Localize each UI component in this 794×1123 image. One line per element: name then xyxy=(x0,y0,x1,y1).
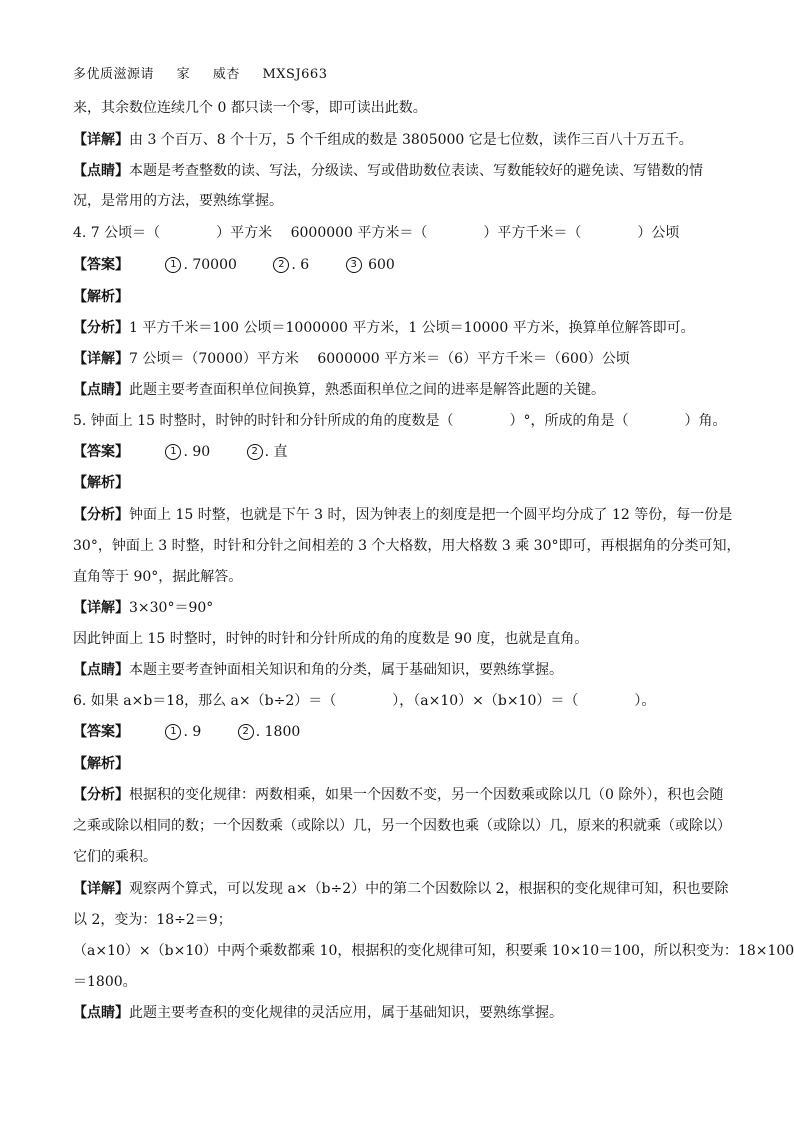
answer-value: 90 xyxy=(192,444,211,460)
q3-point-line2: 况，是常用的方法，要熟练掌握。 xyxy=(73,193,283,209)
detail-tag: 【详解】 xyxy=(73,351,129,367)
fenxi-text: 1 平方千米＝100 公顷＝1000000 平方米，1 公顷＝10000 平方米，换算单位解答即可。 xyxy=(129,320,695,336)
q6-detail-line2: 以 2，变为：18÷2＝9； xyxy=(73,912,232,928)
q4-detail xyxy=(73,350,744,368)
answer-item: 1 . 70000 xyxy=(165,256,236,274)
answer-value: 1800 xyxy=(264,724,301,740)
q5-answer xyxy=(73,443,744,461)
detail-tag: 【详解】 xyxy=(73,881,129,897)
answer-value: 70000 xyxy=(192,257,237,273)
answer-tag: 【答案】 xyxy=(73,444,129,460)
q5-detail xyxy=(73,599,744,617)
point-tag: 【点睛】 xyxy=(73,662,129,678)
q5-fenxi-line3: 直角等于 90°，据此解答。 xyxy=(73,569,243,585)
q5-fenxi xyxy=(73,506,744,524)
q3-continuation: 来，其余数位连续几个 0 都只读一个零，即可读出此数。 xyxy=(73,100,427,116)
answer-item: 1 . 90 xyxy=(165,443,210,461)
circled-number: 1 xyxy=(165,444,181,460)
circled-number: 3 xyxy=(346,257,362,273)
circled-number: 2 xyxy=(247,444,263,460)
answer-value: 600 xyxy=(368,257,395,273)
q5-analysis-tag: 【解析】 xyxy=(73,475,129,491)
q6-detail xyxy=(73,880,744,898)
answer-value: 6 xyxy=(300,257,310,273)
q6-point xyxy=(73,1004,744,1022)
detail-text: 3×30°＝90° xyxy=(129,600,214,616)
q5-question: 5. 钟面上 15 时整时，时钟的时针和分针所成的角的度数是（ ）°，所成的角是（ ）角。 xyxy=(73,413,727,429)
q4-question: 4. 7 公顷＝（ ）平方米 6000000 平方米＝（ ）平方千米＝（ ）公顷 xyxy=(73,225,680,241)
detail-text: 由 3 个百万、8 个十万，5 个千组成的数是 3805000 它是七位数，读作三百八十万五千。 xyxy=(129,132,693,148)
circled-number: 1 xyxy=(165,724,181,740)
q4-fenxi xyxy=(73,319,744,337)
q6-detail-line3: （a×10）×（b×10）中两个乘数都乘 10，根据积的变化规律可知，积要乘 10×10＝100，所以积变为：18×100 xyxy=(73,943,794,959)
point-text: 本题是考查整数的读、写法，分级读、写或借助数位表读、写数能较好的避免读、写错数的情 xyxy=(129,163,703,179)
answer-value: 9 xyxy=(192,724,202,740)
q4-answer xyxy=(73,256,744,274)
answer-tag: 【答案】 xyxy=(73,257,129,273)
q6-answer xyxy=(73,723,744,741)
detail-text: 7 公顷＝（70000）平方米 6000000 平方米＝（6）平方千米＝（600）公顷 xyxy=(129,351,630,367)
q5-point xyxy=(73,661,744,679)
q6-fenxi xyxy=(73,786,744,804)
fenxi-tag: 【分析】 xyxy=(73,787,129,803)
answer-value: 直 xyxy=(273,444,288,460)
answer-tag: 【答案】 xyxy=(73,724,129,740)
answer-item: 1 . 9 xyxy=(165,723,201,741)
q5-fenxi-line2: 30°，钟面上 3 时整，时针和分针之间相差的 3 个大格数，用大格数 3 乘 30°即可，再根据角的分类可知， xyxy=(73,538,741,554)
detail-text: 观察两个算式，可以发现 a×（b÷2）中的第二个因数除以 2，根据积的变化规律可知，积也要除 xyxy=(129,881,729,897)
header-code: MXSJ663 xyxy=(262,67,328,82)
q3-detail xyxy=(73,131,744,149)
answer-item: 2 . 直 xyxy=(247,443,288,461)
q6-fenxi-line2: 之乘或除以相同的数；一个因数乘（或除以）几，另一个因数也乘（或除以）几，原来的积就乘（或除以） xyxy=(73,818,731,834)
point-tag: 【点睛】 xyxy=(73,163,129,179)
header-mid2: 威杏 xyxy=(212,67,240,82)
circled-number: 1 xyxy=(165,257,181,273)
answer-item: 2 . 1800 xyxy=(238,723,301,741)
q4-analysis-tag: 【解析】 xyxy=(73,289,129,305)
circled-number: 2 xyxy=(238,724,254,740)
q6-detail-line4: ＝1800。 xyxy=(73,974,137,990)
header-left: 多优质滋源请 xyxy=(73,67,155,82)
fenxi-tag: 【分析】 xyxy=(73,320,129,336)
q6-question: 6. 如果 a×b＝18，那么 a×（b÷2）＝（ ），（a×10）×（b×10）＝（ ）。 xyxy=(73,693,656,709)
circled-number: 2 xyxy=(273,257,289,273)
header-mid1: 家 xyxy=(176,67,191,82)
q5-detail-line2: 因此钟面上 15 时整时，时钟的时针和分针所成的角的度数是 90 度，也就是直角。 xyxy=(73,631,589,647)
detail-tag: 【详解】 xyxy=(73,600,129,616)
point-text: 本题主要考查钟面相关知识和角的分类，属于基础知识，要熟练掌握。 xyxy=(129,662,563,678)
q3-point xyxy=(73,162,744,180)
page-header xyxy=(73,66,744,84)
fenxi-text: 根据积的变化规律：两数相乘，如果一个因数不变，另一个因数乘或除以几（0 除外），积也会随 xyxy=(129,787,724,803)
point-text: 此题主要考查面积单位间换算，熟悉面积单位之间的进率是解答此题的关键。 xyxy=(129,382,605,398)
answer-item: 2 . 6 xyxy=(273,256,309,274)
fenxi-tag: 【分析】 xyxy=(73,507,129,523)
answer-item xyxy=(346,256,395,274)
detail-tag: 【详解】 xyxy=(73,132,129,148)
point-text: 此题主要考查积的变化规律的灵活应用，属于基础知识，要熟练掌握。 xyxy=(129,1005,563,1021)
q6-analysis-tag: 【解析】 xyxy=(73,756,129,772)
point-tag: 【点睛】 xyxy=(73,1005,129,1021)
q4-point xyxy=(73,381,744,399)
fenxi-text: 钟面上 15 时整，也就是下午 3 时，因为钟表上的刻度是把一个圆平均分成了 12 等份，每一份是 xyxy=(129,507,733,523)
q6-fenxi-line3: 它们的乘积。 xyxy=(73,849,157,865)
point-tag: 【点睛】 xyxy=(73,382,129,398)
